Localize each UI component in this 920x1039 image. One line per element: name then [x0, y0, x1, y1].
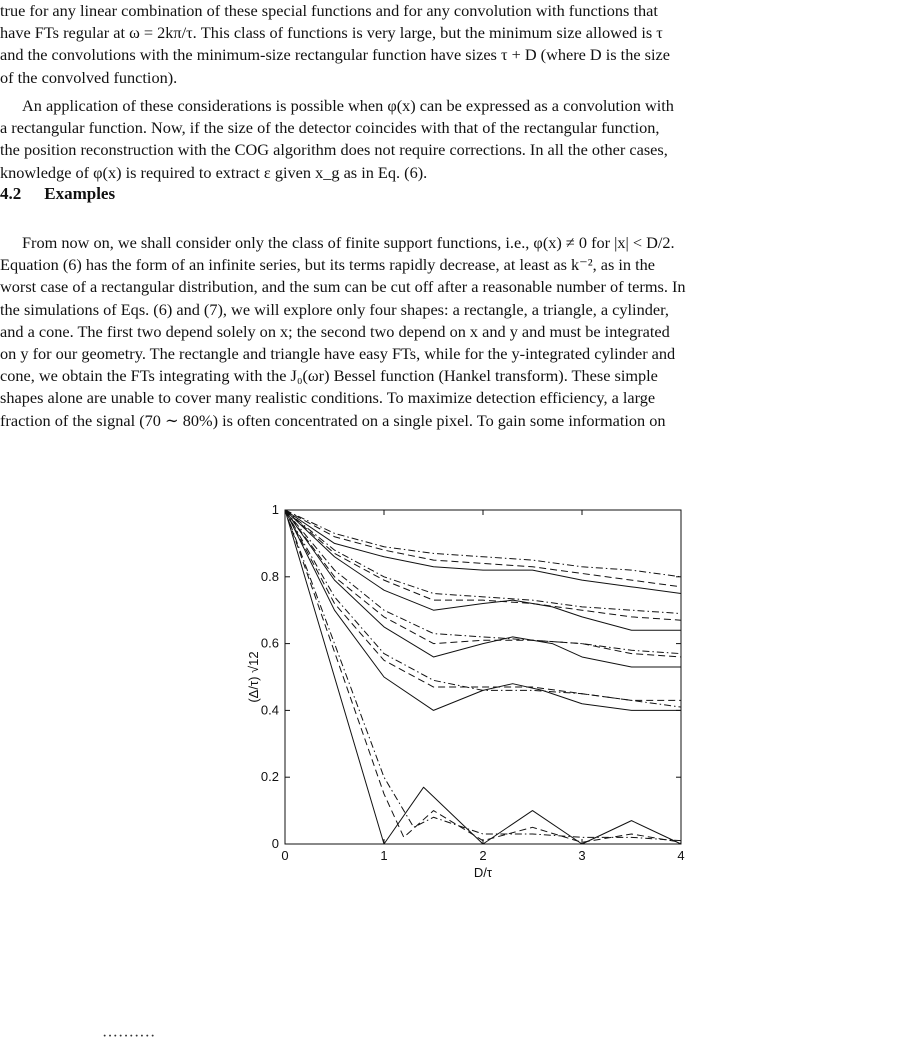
series-layer [285, 510, 681, 844]
plot-frame [285, 510, 681, 844]
y-axis-label: (Δ/τ) √12 [246, 651, 261, 703]
y-tick-label: 0.6 [260, 635, 279, 651]
section-heading [0, 184, 115, 204]
x-tick-label: 1 [380, 848, 388, 863]
paragraph-2 [0, 95, 912, 184]
text-line: cone, we obtain the FTs integrating with the J₀(ωr) Bessel function (Hankel transform). These simple [0, 366, 658, 386]
next-page-fragment: ·········· [102, 1028, 156, 1039]
y-tick-label: 0.2 [260, 769, 279, 785]
series-line-3 [285, 510, 681, 841]
paragraph-1 [0, 0, 912, 89]
text-line: knowledge of φ(x) is required to extract ε given x_g as in Eq. (6). [0, 162, 428, 182]
x-tick-label: 0 [281, 848, 289, 863]
text-line: true for any linear combination of these special functions and for any convolution with functions that [0, 1, 658, 20]
series-line-13 [285, 510, 681, 594]
text-line: An application of these considerations is possible when φ(x) can be expressed as a convolution with [22, 96, 674, 115]
text-line: and the convolutions with the minimum-size rectangular function have sizes τ + D (where D is the size [0, 45, 670, 65]
series-line-2 [285, 510, 681, 842]
line-chart [230, 488, 710, 878]
x-tick-label: 3 [578, 848, 586, 863]
text-line: of the convolved function). [0, 67, 178, 87]
series-line-14 [285, 510, 681, 587]
x-tick-label: 4 [677, 848, 685, 863]
text-line: the position reconstruction with the COG algorithm does not require corrections. In all the other cases, [0, 140, 668, 160]
series-line-15 [285, 510, 681, 577]
text-line: a rectangular function. Now, if the size of the detector coincides with that of the rectangular function, [0, 118, 660, 138]
text-line: From now on, we shall consider only the class of finite support functions, i.e., φ(x) ≠ 0 for |x| < D/2. [22, 233, 675, 252]
text-line: have FTs regular at ω = 2kπ/τ. This class of functions is very large, but the minimum size allowed is τ [0, 23, 663, 43]
text-line: on y for our geometry. The rectangle and triangle have easy FTs, while for the y-integrated cylinder and [0, 344, 676, 364]
series-line-5 [285, 510, 681, 700]
series-line-9 [285, 510, 681, 654]
text-line: worst case of a rectangular distribution, and the sum can be cut off after a reasonable number of terms. In [0, 277, 686, 297]
x-axis-label: D/τ [473, 865, 493, 878]
y-tick-label: 0.8 [260, 568, 279, 584]
text-line: the simulations of Eqs. (6) and (7), we will explore only four shapes: a rectangle, a triangle, a cylinder, [0, 299, 669, 319]
text-line: Equation (6) has the form of an infinite series, but its terms rapidly decrease, at least as k⁻², as in the [0, 255, 656, 275]
text-line: and a cone. The first two depend solely on x; the second two depend on x and y and must be integrated [0, 321, 670, 341]
text-line: fraction of the signal (70 ∼ 80%) is often concentrated on a single pixel. To gain some information on [0, 410, 666, 430]
paragraph-3 [0, 232, 912, 432]
y-tick-label: 0.4 [260, 702, 279, 718]
series-line-8 [285, 510, 681, 657]
series-line-12 [285, 510, 681, 614]
x-tick-label: 2 [479, 848, 487, 863]
y-tick-label: 1 [271, 502, 279, 517]
section-number: 4.2 [0, 184, 22, 203]
text-line: shapes alone are unable to cover many realistic conditions. To maximize detection efficiency, a large [0, 388, 656, 408]
figure-plot [230, 488, 710, 878]
y-tick-label: 0 [271, 836, 279, 851]
series-line-7 [285, 510, 681, 667]
section-title: Examples [44, 184, 116, 203]
series-line-1 [285, 510, 681, 844]
